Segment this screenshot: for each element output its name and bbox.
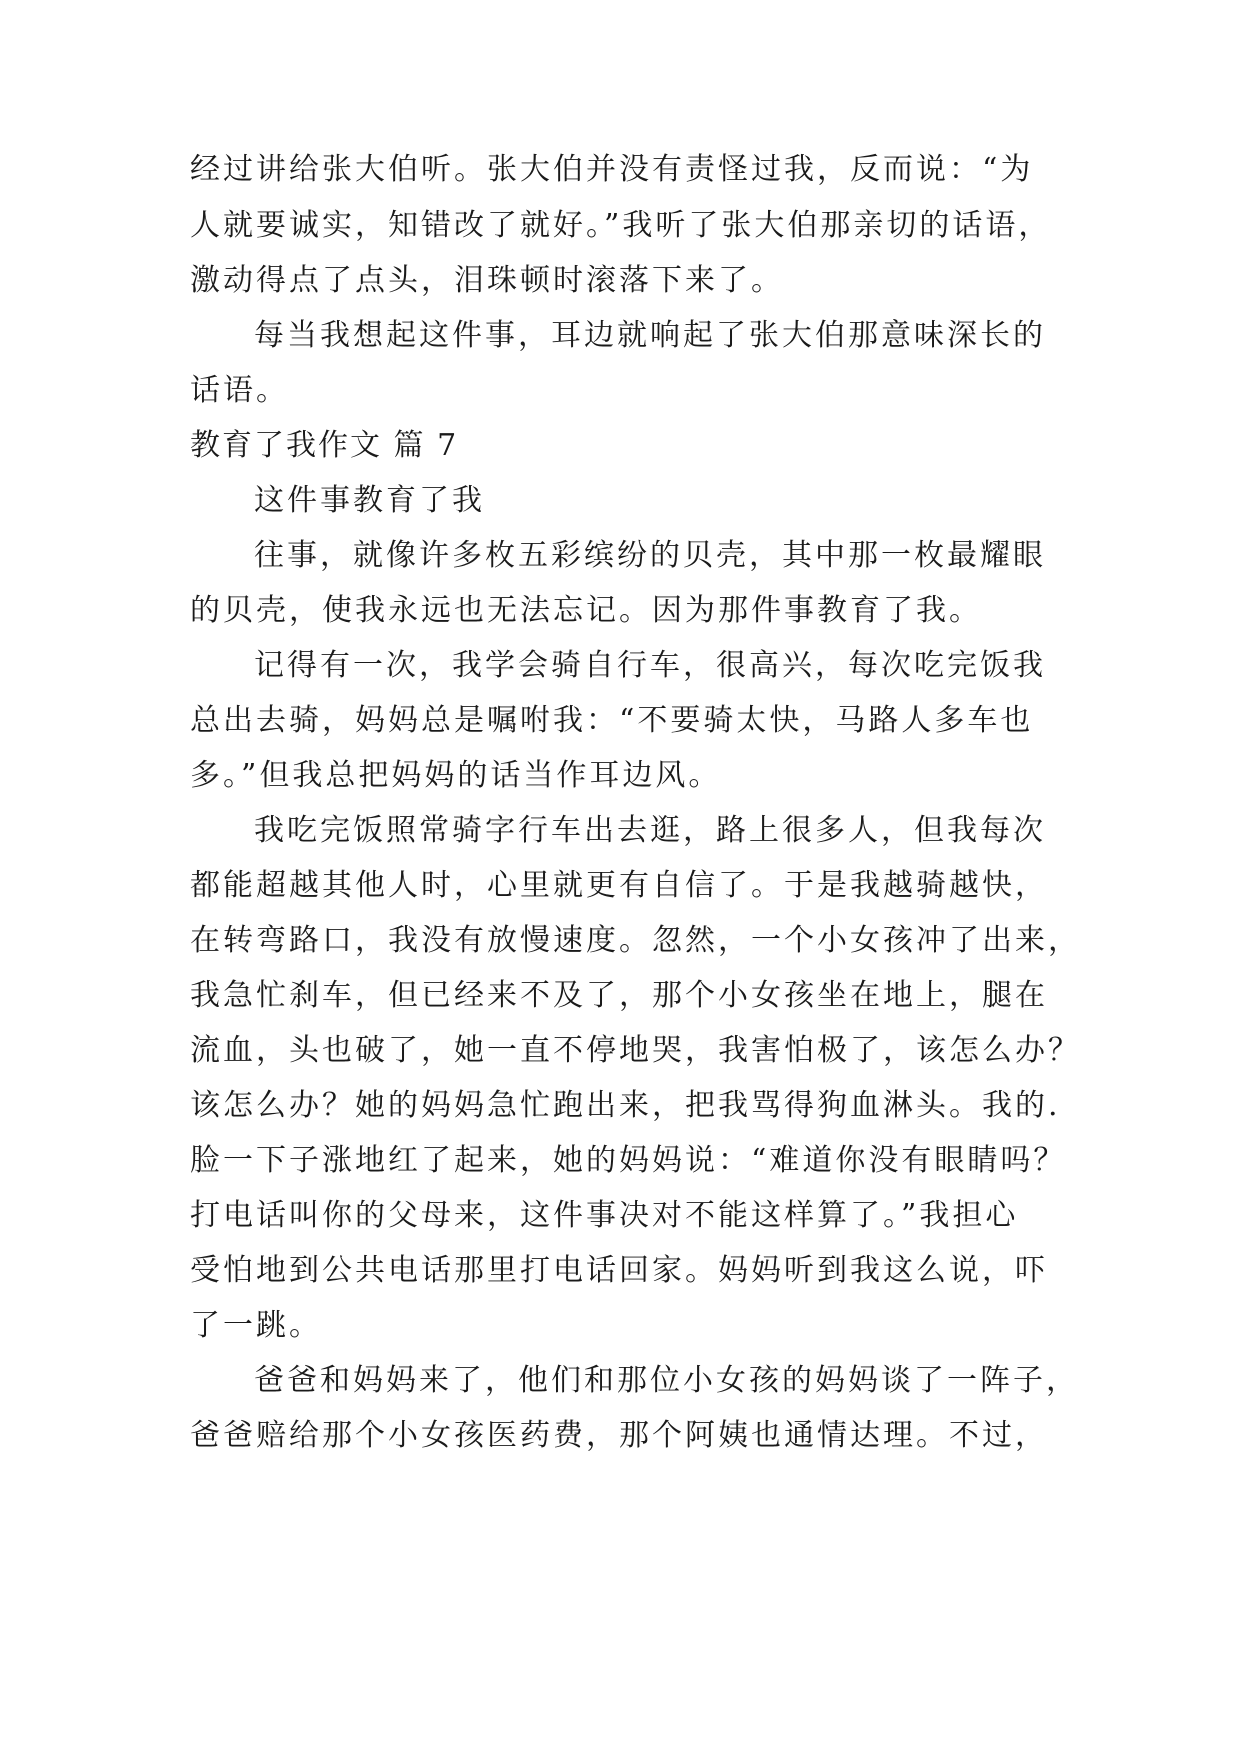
text-line: 经过讲给张大伯听。张大伯并没有责怪过我，反而说：“为 — [190, 152, 1034, 187]
text-line: 脸一下子涨地红了起来，她的妈妈说：“难道你没有眼睛吗？ — [190, 1143, 1067, 1178]
paragraph-first-line: 往事，就像许多枚五彩缤纷的贝壳，其中那一枚最耀眼 — [254, 538, 1046, 573]
text-line: 我急忙刹车，但已经来不及了，那个小女孩坐在地上，腿在 — [190, 978, 1048, 1013]
paragraph-first-line: 每当我想起这件事，耳边就响起了张大伯那意味深长的 — [254, 318, 1046, 353]
text-line: 流血，头也破了，她一直不停地哭，我害怕极了，该怎么办？ — [190, 1033, 1081, 1068]
text-line: 总出去骑，妈妈总是嘱咐我：“不要骑太快，马路人多车也 — [190, 703, 1034, 738]
text-line: 话语。 — [190, 373, 289, 408]
text-line: 爸爸赔给那个小女孩医药费，那个阿姨也通情达理。不过， — [190, 1418, 1048, 1453]
text-line: 在转弯路口，我没有放慢速度。忽然，一个小女孩冲了出来， — [190, 923, 1081, 958]
text-line: 激动得点了点头，泪珠顿时滚落下来了。 — [190, 263, 784, 298]
essay-title: 这件事教育了我 — [254, 483, 485, 518]
text-line: 人就要诚实，知错改了就好。”我听了张大伯那亲切的话语， — [190, 208, 1052, 243]
text-line: 的贝壳，使我永远也无法忘记。因为那件事教育了我。 — [190, 593, 982, 628]
paragraph-first-line: 爸爸和妈妈来了，他们和那位小女孩的妈妈谈了一阵子， — [254, 1363, 1079, 1398]
text-line: 多。”但我总把妈妈的话当作耳边风。 — [190, 758, 722, 793]
paragraph-first-line: 我吃完饭照常骑字行车出去逛，路上很多人，但我每次 — [254, 813, 1046, 848]
section-heading: 教育了我作文 篇 7 — [190, 428, 459, 463]
text-line: 受怕地到公共电话那里打电话回家。妈妈听到我这么说，吓 — [190, 1253, 1048, 1288]
paragraph-first-line: 记得有一次，我学会骑自行车，很高兴，每次吃完饭我 — [254, 648, 1046, 683]
text-line: 都能超越其他人时，心里就更有自信了。于是我越骑越快， — [190, 868, 1048, 903]
text-line: 了一跳。 — [190, 1308, 322, 1343]
text-line: 打电话叫你的父母来，这件事决对不能这样算了。”我担心 — [190, 1198, 1019, 1233]
text-line: 该怎么办？她的妈妈急忙跑出来，把我骂得狗血淋头。我的. — [190, 1088, 1061, 1123]
